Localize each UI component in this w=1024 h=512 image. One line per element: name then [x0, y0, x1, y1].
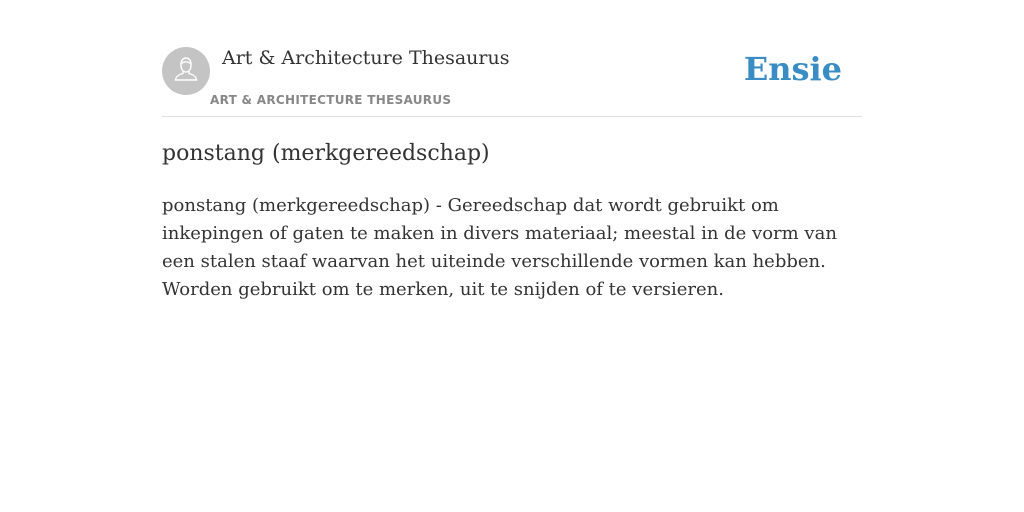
definition-text: ponstang (merkgereedschap) - Gereedschap dat wordt gebruikt om inkepingen of gaten te maken in divers materiaal; meestal in de vorm van een stalen staaf waarvan het uiteinde verschillende vormen kan hebben. Worden gebruikt om te merken, uit te snijden of te versieren. [162, 195, 837, 300]
user-icon [172, 55, 200, 88]
brand-logo[interactable]: Ensie [743, 50, 842, 88]
author-name[interactable]: Art & Architecture Thesaurus [222, 47, 510, 69]
header [162, 47, 862, 117]
source-label[interactable]: ART & ARCHITECTURE THESAURUS [210, 93, 452, 107]
avatar[interactable] [162, 47, 210, 95]
page-title: ponstang (merkgereedschap) [162, 141, 490, 166]
